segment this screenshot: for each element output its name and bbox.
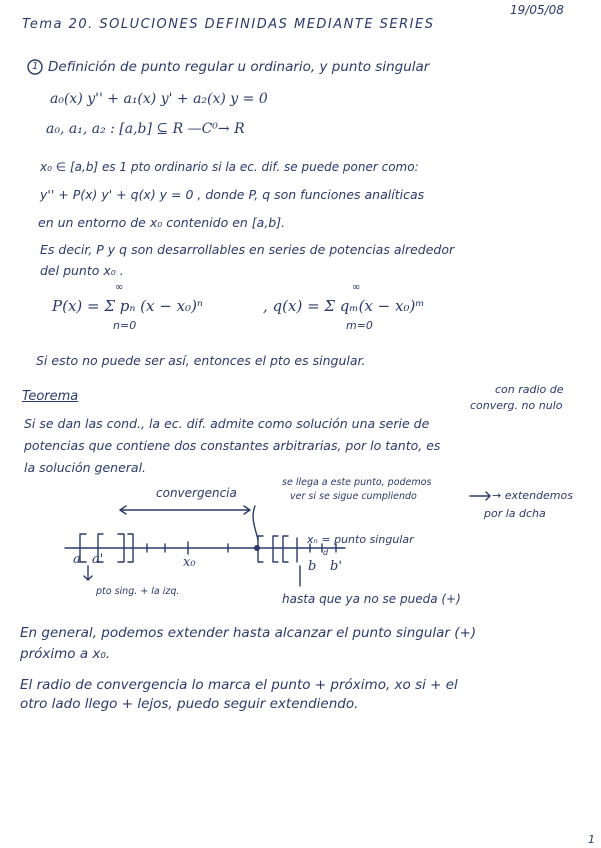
diagram-label-a-prime: a' <box>92 552 104 567</box>
bracket-singular-3 <box>283 536 288 562</box>
singular-statement: Si esto no puede ser así, entonces el pto es singular. <box>36 353 366 368</box>
closing-line-4: otro lado llego + lejos, puedo seguir extendiendo. <box>20 696 359 712</box>
teorema-line-1: Si se dan las cond., la ec. dif. admite como solución una serie de <box>24 416 430 431</box>
singular-point-dot <box>254 545 260 551</box>
teorema-margin-note-2: converg. no nulo <box>470 399 563 412</box>
teorema-label: Teorema <box>22 389 79 404</box>
diagram-label-b: b <box>308 559 317 574</box>
es-decir-line-1: Es decir, P y q son desarrollables en series de potencias alrededor <box>40 242 455 257</box>
closing-line-2: próximo a x₀. <box>20 646 111 662</box>
diagram-convergencia-label: convergencia <box>156 486 237 500</box>
continuity-statement: a₀, a₁, a₂ : [a,b] ⊆ R —C⁰→ R <box>46 121 245 137</box>
diagram-until-note: hasta que ya no se pueda (+) <box>282 592 461 606</box>
diagram-label-a: a <box>73 552 81 567</box>
bracket-singular-2 <box>273 536 278 562</box>
closing-line-1: En general, podemos extender hasta alcanzar el punto singular (+) <box>20 625 477 641</box>
series-p-formula: P(x) = Σ pₙ (x − x₀)ⁿ <box>52 297 204 315</box>
diagram-label-d: d <box>323 548 329 557</box>
series-q-upper-bound: ∞ <box>352 282 361 293</box>
diagram-note-right-1: → extendemos <box>492 489 573 502</box>
section-number: 1 <box>32 61 39 72</box>
definition-line-1: x₀ ∈ [a,b] es 1 pto ordinario si la ec. dif. se puede poner como: <box>40 160 419 174</box>
definition-line-2: y'' + P(x) y' + q(x) y = 0 , donde P, q son funciones analíticas <box>40 187 425 202</box>
left-arrow-down <box>84 566 92 580</box>
diagram-label-x0: x₀ <box>183 555 196 570</box>
diagram-label-b-prime: b' <box>330 559 342 574</box>
closing-line-3: El radio de convergencia lo marca el punto + próximo, xo si + el <box>20 677 458 693</box>
note-arrow-down <box>253 506 258 540</box>
diagram-label-xn: xₙ = punto singular <box>307 533 414 546</box>
series-p-upper-bound: ∞ <box>115 282 124 293</box>
series-q-lower-bound: m=0 <box>346 319 373 332</box>
page-date: 19/05/08 <box>510 3 564 17</box>
series-p-lower-bound: n=0 <box>113 319 137 332</box>
extend-arrow <box>470 492 490 500</box>
diagram-note-left-1: se llega a este punto, podemos <box>282 477 432 488</box>
page-number: 1 <box>588 833 595 846</box>
series-q-formula: , q(x) = Σ qₘ(x − x₀)ᵐ <box>263 297 425 315</box>
teorema-margin-note-1: con radio de <box>495 383 564 396</box>
es-decir-line-2: del punto x₀ . <box>40 263 124 278</box>
section-heading: Definición de punto regular u ordinario, y punto singular <box>48 59 430 75</box>
diagram-left-arrow-note: pto sing. + la izq. <box>96 586 180 597</box>
diagram-note-right-2: por la dcha <box>484 507 546 520</box>
page-title: Tema 20. SOLUCIONES DEFINIDAS MEDIANTE SERIES <box>22 17 435 32</box>
convergencia-arrow <box>120 506 250 514</box>
ode-equation: a₀(x) y'' + a₁(x) y' + a₂(x) y = 0 <box>50 91 268 107</box>
teorema-line-2: potencias que contiene dos constantes arbitrarias, por lo tanto, es <box>24 438 441 453</box>
diagram-note-left-2: ver si se sigue cumpliendo <box>290 491 417 502</box>
definition-line-3: en un entorno de x₀ contenido en [a,b]. <box>38 215 286 230</box>
teorema-line-3: la solución general. <box>24 460 147 475</box>
